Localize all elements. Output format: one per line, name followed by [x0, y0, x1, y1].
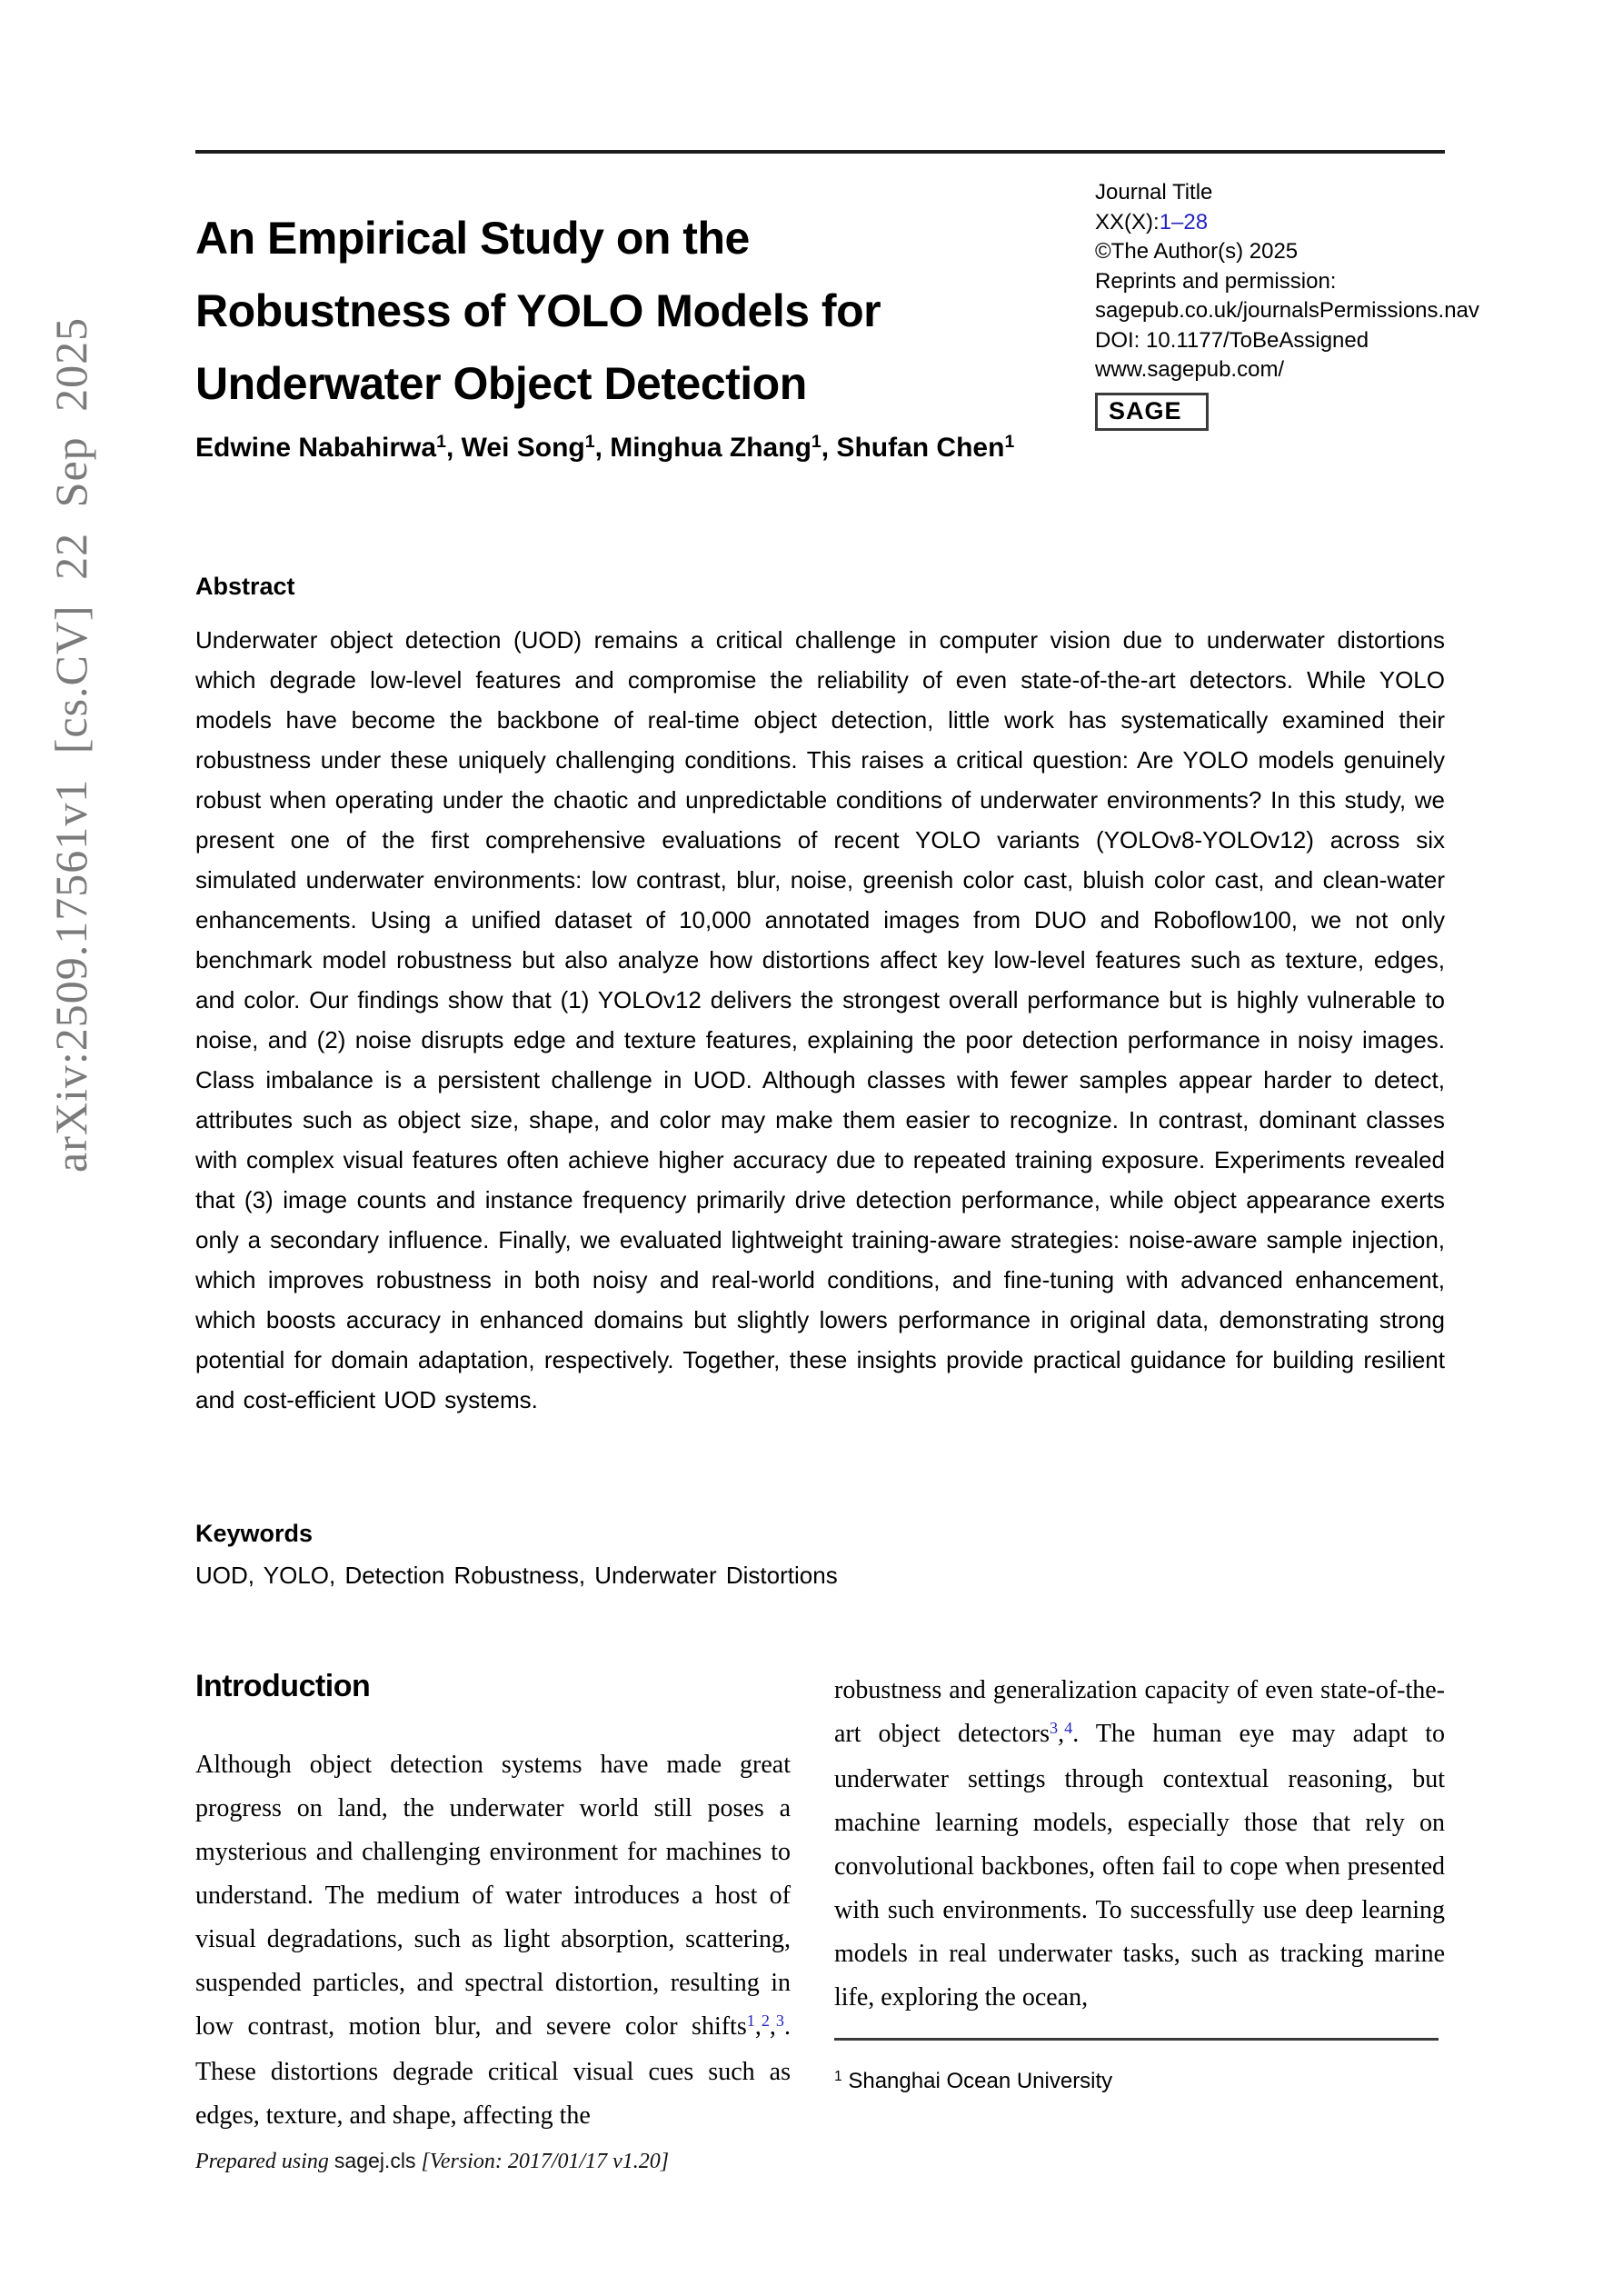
citation-link[interactable]: 3	[1050, 1718, 1059, 1737]
text-segment: 1	[584, 432, 595, 453]
text-segment: Reprints and permission:	[1095, 268, 1337, 294]
text-segment: Prepared using	[195, 2150, 334, 2173]
text-segment: , Shufan Chen	[821, 433, 1005, 463]
text-segment: ,	[754, 2012, 762, 2041]
text-segment: www.sagepub.com/	[1095, 357, 1285, 382]
citation-link[interactable]: 3	[775, 2011, 784, 2030]
text-segment: 1	[436, 432, 446, 453]
copyright-line	[1095, 237, 1445, 267]
introduction-left-column	[195, 1743, 791, 2138]
text-segment: Although object detection systems have made great progress on land, the underwater world still poses a mysterious and challenging environment for machines to understand. The medium of water introduces a host of visual degradations, such as light absorption, scattering, suspended particles, and spectral distortion, resulting in low contrast, motion blur, and severe color shifts	[195, 1751, 791, 2041]
citation-link[interactable]: 4	[1064, 1718, 1073, 1737]
text-segment: 1	[811, 432, 821, 453]
text-segment: Journal Title	[1095, 180, 1213, 205]
text-segment: , Wei Song	[445, 433, 585, 463]
paper-title-line: An Empirical Study on the	[195, 213, 750, 264]
text-segment: , Minghua Zhang	[594, 433, 812, 463]
text-segment: Shanghai Ocean University	[841, 2069, 1113, 2093]
abstract-heading: Abstract	[195, 573, 295, 600]
text-segment: 1	[1004, 432, 1015, 453]
keywords-text: UOD, YOLO, Detection Robustness, Underwater Distortions	[195, 1562, 838, 1589]
journal-title-line	[1095, 178, 1445, 208]
publisher-url-line	[1095, 355, 1445, 385]
text-segment: Edwine Nabahirwa	[195, 433, 437, 463]
introduction-right-column	[834, 1669, 1445, 2020]
text-segment: ,	[769, 2012, 776, 2041]
footnote-affiliation	[834, 2069, 1445, 2094]
citation-link[interactable]: 2	[761, 2011, 770, 2030]
text-segment: DOI: 10.1177/ToBeAssigned	[1095, 327, 1369, 353]
doi-line	[1095, 326, 1445, 356]
introduction-heading: Introduction	[195, 1669, 371, 1703]
paper-page: arXiv:2509.17561v1 [cs.CV] 22 Sep 2025 An Empirical Study on the Robustness of YOLO Models for Underwater Object Detection Journal Title XX(X):1–28 ©The Author(s) 2025 Reprints and permission: sagepub.co.uk/journalsPermissions.nav DOI: 10.1177/ToBeAssigned www.sagepub.com/ SAGE Edwine Nabahirwa$^1$, Wei Song$^1$, Minghua Zhang$^1$, Shufan Chen$^1$ Abstract Underwater object detection (UOD) remains a critical challenge in computer vision due to underwater distortions which degrade low-level features and compromise the reliability of even state-of-the-art detectors. While YOLO models have become the backbone of real-time object detection, little work has systematically examined their robustness under these uniquely challenging conditions. This raises a critical question: Are YOLO models genuinely robust when operating under the chaotic and unpredictable conditions of underwater environments? In this study, we present one of the first comprehensive evaluations of recent YOLO variants (YOLOv8-YOLOv12) across six simulated underwater environments: low contrast, blur, noise, greenish color cast, bluish color cast, and clean-water enhancements. Using a unified dataset of 10,000 annotated images from DUO and Roboflow100, we not only benchmark model robustness but also analyze how distortions affect key low-level features such as texture, edges, and color. Our findings show that (1) YOLOv12 delivers the strongest overall performance but is highly vulnerable to noise, and (2) noise disrupts edge and texture features, explaining the poor detection performance in noisy images. Class imbalance is a persistent challenge in UOD. Although classes with fewer samples appear harder to detect, attributes such as object size, shape, and color may make them easier to recognize. In contrast, dominant classes with complex visual features often achieve higher accuracy due to repeated training exposure. Experiments revealed that (3) image counts and instance frequency primarily drive detection performance, while object appearance exerts only a secondary influence. Finally, we evaluated lightweight training-aware strategies: noise-aware sample injection, which improves robustness in both noisy and real-world conditions, and fine-tuning with advanced enhancement, which boosts accuracy in enhanced domains but slightly lowers performance in original data, demonstrating strong potential for domain adaptation, respectively. Together, these insights provide practical guidance for building resilient and cost-efficient UOD systems. Keywords UOD, YOLO, Detection Robustness, Underwater Distortions Introduction Although object detection systems have made great progress on land, the underwater world still poses a mysterious and challenging environment for machines to understand. The medium of water introduces a host of visual degradations, such as light absorption, scattering, suspended particles, and spectral distortion, resulting in low contrast, motion blur, and severe color shifts$^1$,$^2$,$^3$. These distortions degrade critical visual cues such as edges, texture, and shape, affecting the robustness and generalization capacity of even state-of-the-art object detectors$^3$,$^4$. The human eye may adapt to underwater settings through contextual reasoning, but machine learning models, especially those that rely on convolutional backbones, often fail to cope when presented with such environments. To successfully use deep learning models in real underwater tasks, such as tracking marine life, exploring the ocean, $^1$ Shanghai Ocean University Prepared using sagej.cls [Version: 2017/01/17 v1.20]	[0, 0, 1623, 2296]
keywords-heading: Keywords	[195, 1520, 314, 1547]
text-segment: XX(X):	[1095, 209, 1160, 235]
page-footer	[195, 2149, 1013, 2174]
authors-line	[195, 433, 1195, 464]
paper-title-line: Robustness of YOLO Models for	[195, 285, 881, 336]
pages-link[interactable]: 1–28	[1159, 209, 1209, 235]
text-segment: ,	[1058, 1720, 1065, 1748]
permissions-url-line	[1095, 296, 1479, 326]
paper-title-line: Underwater Object Detection	[195, 358, 807, 409]
reprints-line	[1095, 267, 1445, 297]
text-segment: . These distortions degrade critical visual cues such as edges, texture, and shape, affecting the	[195, 2012, 791, 2130]
citation-link[interactable]: 1	[746, 2011, 755, 2030]
text-segment: [Version: 2017/01/17 v1.20]	[415, 2150, 670, 2173]
footnote-rule	[834, 2038, 1439, 2041]
text-segment: . The human eye may adapt to underwater settings through contextual reasoning, but machine learning models, especially those that rely on convolutional backbones, often fail to cope when presented with such environments. To successfully use deep learning models in real underwater tasks, such as tracking marine life, exploring the ocean,	[834, 1720, 1445, 2011]
text-segment: robustness and generalization capacity of even state-of-the-art object detectors	[834, 1676, 1445, 1748]
text-segment: sagepub.co.uk/journalsPermissions.nav	[1095, 298, 1479, 323]
abstract-text: Underwater object detection (UOD) remains a critical challenge in computer vision due to underwater distortions which degrade low-level features and compromise the reliability of even state-of-the-art detectors. While YOLO models have become the backbone of real-time object detection, little work has systematically examined their robustness under these uniquely challenging conditions. This raises a critical question: Are YOLO models genuinely robust when operating under the chaotic and unpredictable conditions of underwater environments? In this study, we present one of the first comprehensive evaluations of recent YOLO variants (YOLOv8-YOLOv12) across six simulated underwater environments: low contrast, blur, noise, greenish color cast, bluish color cast, and clean-water enhancements. Using a unified dataset of 10,000 annotated images from DUO and Roboflow100, we not only benchmark model robustness but also analyze how distortions affect key low-level features such as texture, edges, and color. Our findings show that (1) YOLOv12 delivers the strongest overall performance but is highly vulnerable to noise, and (2) noise disrupts edge and texture features, explaining the poor detection performance in noisy images. Class imbalance is a persistent challenge in UOD. Although classes with fewer samples appear harder to detect, attributes such as object size, shape, and color may make them easier to recognize. In contrast, dominant classes with complex visual features often achieve higher accuracy due to repeated training exposure. Experiments revealed that (3) image counts and instance frequency primarily drive detection performance, while object appearance exerts only a secondary influence. Finally, we evaluated lightweight training-aware strategies: noise-aware sample injection, which improves robustness in both noisy and real-world conditions, and fine-tuning with advanced enhancement, which boosts accuracy in enhanced domains but slightly lowers performance in original data, demonstrating strong potential for domain adaptation, respectively. Together, these insights provide practical guidance for building resilient and cost-efficient UOD systems.	[195, 626, 1445, 1413]
journal-volume-pages-line	[1095, 208, 1445, 238]
sage-logo: SAGE	[1095, 393, 1209, 432]
page-content	[195, 0, 1479, 2296]
paper-title	[195, 202, 1068, 420]
text-segment: ©The Author(s) 2025	[1095, 239, 1299, 264]
header-rule	[195, 150, 1445, 154]
text-segment: 1	[834, 2069, 842, 2085]
text-segment: sagej.cls	[334, 2149, 416, 2172]
journal-info	[1095, 178, 1479, 431]
